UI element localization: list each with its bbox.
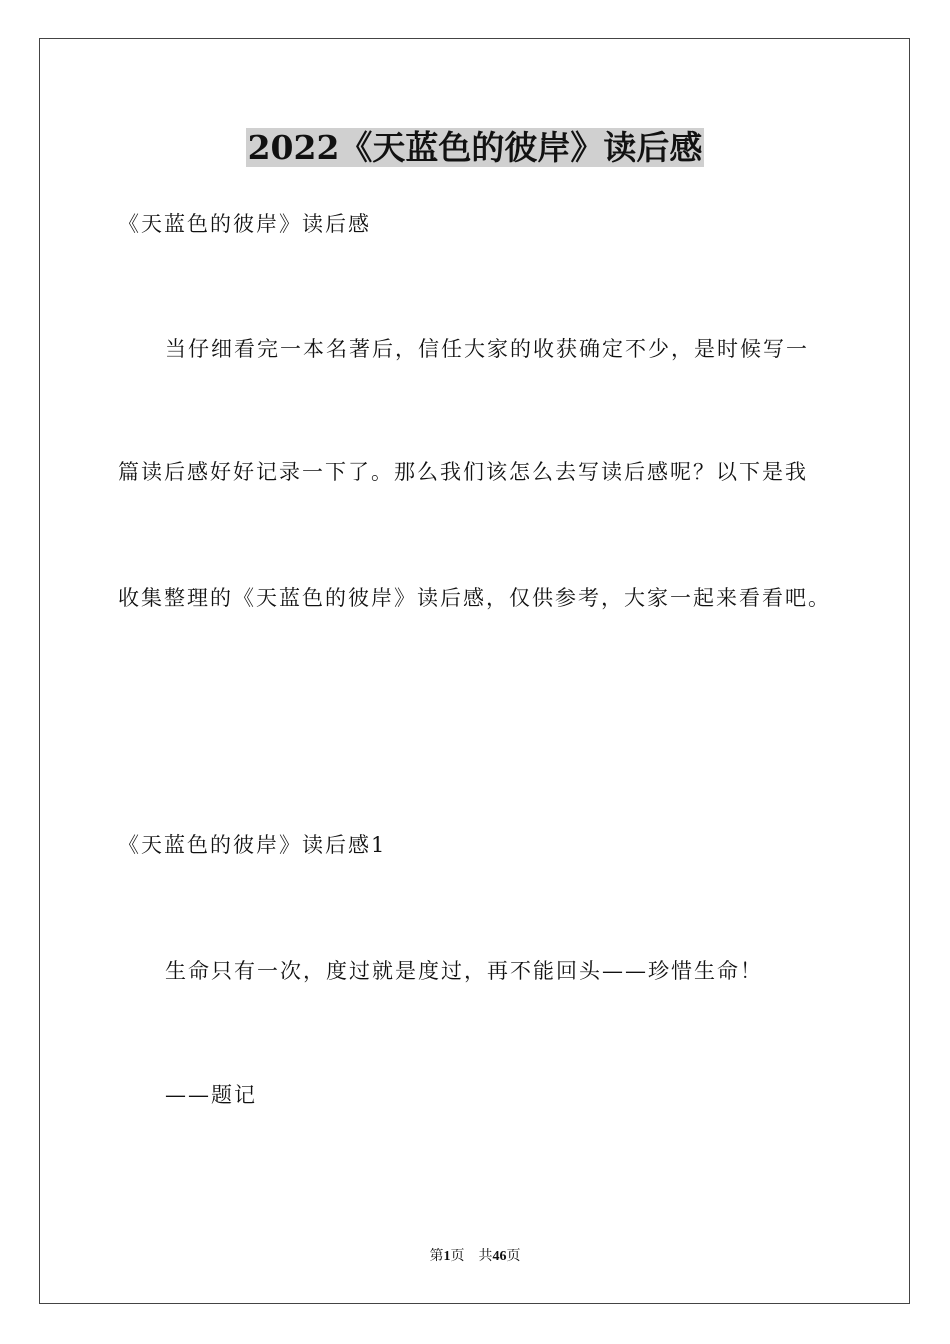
intro-line-2: 篇读后感好好记录一下了。那么我们该怎么去写读后感呢？以下是我 — [118, 460, 808, 484]
intro-line-3: 收集整理的《天蓝色的彼岸》读后感，仅供参考，大家一起来看看吧。 — [118, 586, 831, 610]
footer-page-number: 1 — [443, 1249, 451, 1264]
section-heading: 《天蓝色的彼岸》读后感1 — [118, 833, 387, 857]
footer-page-prefix: 第 — [429, 1249, 444, 1264]
document-subtitle: 《天蓝色的彼岸》读后感 — [118, 212, 371, 236]
footer-total-prefix: 共 — [478, 1249, 493, 1264]
document-title-text: 2022《天蓝色的彼岸》读后感 — [247, 128, 703, 167]
epigraph-source: ——题记 — [165, 1083, 257, 1107]
page-footer — [0, 1247, 950, 1267]
footer-total-pages: 46 — [492, 1249, 507, 1264]
intro-line-1: 当仔细看完一本名著后，信任大家的收获确定不少，是时候写一 — [165, 337, 809, 361]
epigraph: 生命只有一次，度过就是度过，再不能回头——珍惜生命！ — [165, 959, 763, 983]
footer-total-suffix: 页 — [506, 1249, 521, 1264]
document-title — [0, 126, 950, 170]
footer-page-suffix: 页 — [450, 1249, 465, 1264]
